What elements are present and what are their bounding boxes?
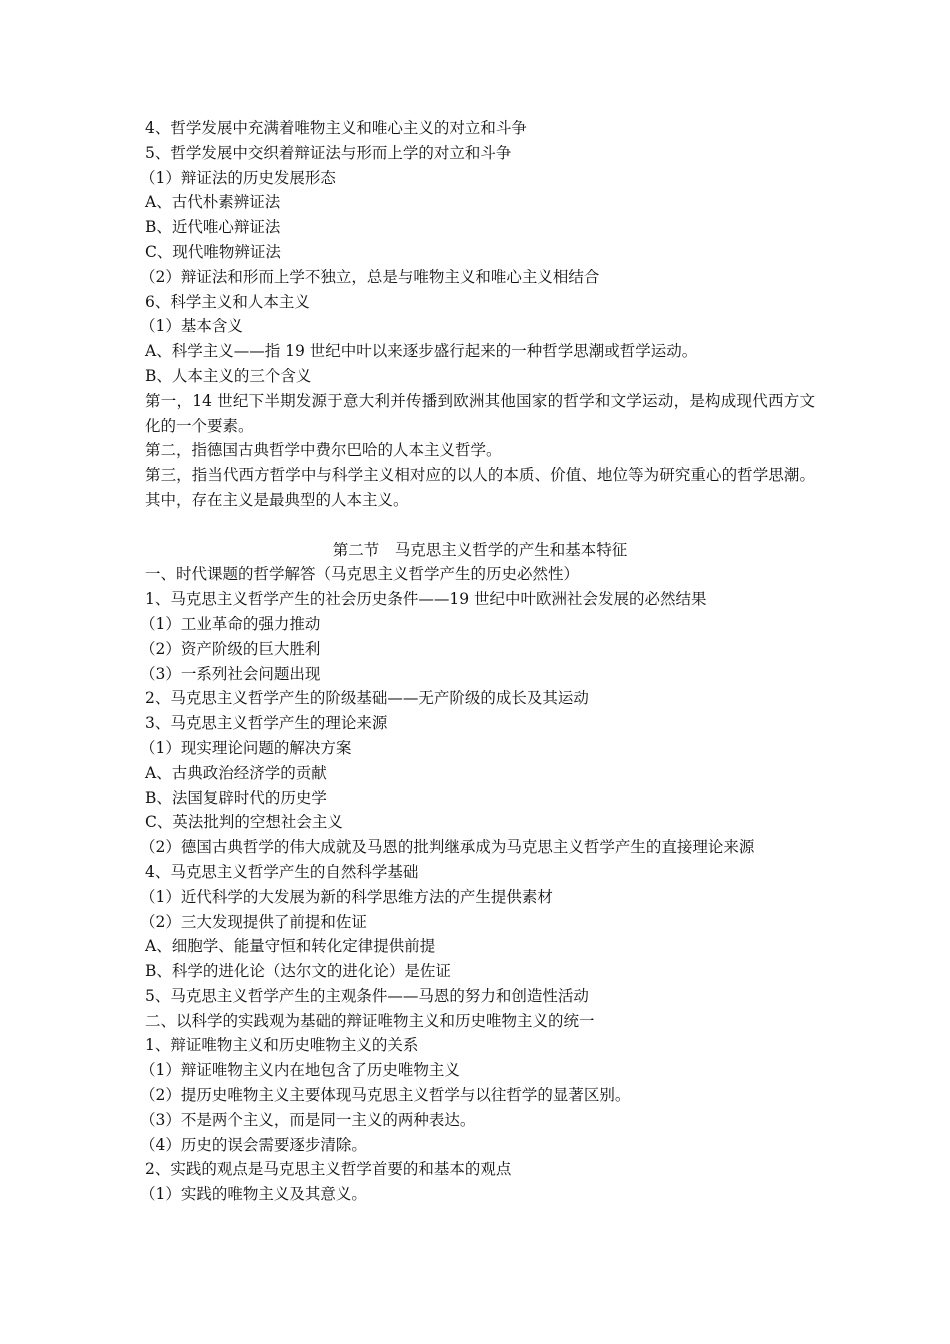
text-line: （3）一系列社会问题出现	[140, 664, 321, 683]
text-line: 6、科学主义和人本主义	[145, 292, 310, 311]
paragraph-second: 第二，指德国古典哲学中费尔巴哈的人本主义哲学。	[145, 441, 502, 460]
text-line: （2）辩证法和形而上学不独立，总是与唯物主义和唯心主义相结合	[140, 267, 600, 286]
document-page	[140, 116, 815, 1207]
text-line: A、古典政治经济学的贡献	[145, 763, 327, 782]
text-line: （1）辩证唯物主义内在地包含了历史唯物主义	[140, 1061, 460, 1080]
text-line: 1、马克思主义哲学产生的社会历史条件——19 世纪中叶欧洲社会发展的必然结果	[145, 590, 707, 609]
text-line: （2）提历史唯物主义主要体现马克思主义哲学与以往哲学的显著区别。	[140, 1086, 631, 1105]
text-line: 2、实践的观点是马克思主义哲学首要的和基本的观点	[145, 1160, 512, 1179]
text-line: 2、马克思主义哲学产生的阶级基础——无产阶级的成长及其运动	[145, 689, 589, 708]
text-line: 4、哲学发展中充满着唯物主义和唯心主义的对立和斗争	[145, 119, 527, 137]
text-line: C、现代唯物辨证法	[145, 242, 281, 261]
text-line: A、细胞学、能量守恒和转化定律提供前提	[145, 937, 436, 956]
text-line: （1）基本含义	[140, 317, 243, 336]
text-line: （1）现实理论问题的解决方案	[140, 738, 352, 757]
text-line: （3）不是两个主义，而是同一主义的两种表达。	[140, 1110, 476, 1129]
text-line: A、古代朴素辨证法	[145, 193, 281, 212]
heading-line: 二、以科学的实践观为基础的辩证唯物主义和历史唯物主义的统一	[145, 1011, 595, 1030]
text-line: B、科学的进化论（达尔文的进化论）是佐证	[145, 962, 451, 981]
text-line: B、法国复辟时代的历史学	[145, 788, 327, 807]
text-line: A、科学主义——指 19 世纪中叶以来逐步盛行起来的一种哲学思潮或哲学运动。	[145, 342, 698, 361]
text-line: （1）近代科学的大发展为新的科学思维方法的产生提供素材	[140, 887, 553, 906]
text-line: 5、哲学发展中交织着辩证法与形而上学的对立和斗争	[145, 143, 512, 162]
text-line: （2）德国古典哲学的伟大成就及马恩的批判继承成为马克思主义哲学产生的直接理论来源	[140, 838, 755, 857]
text-line: C、英法批判的空想社会主义	[145, 813, 343, 832]
section-title: 第二节 马克思主义哲学的产生和基本特征	[332, 540, 628, 559]
text-line: 3、马克思主义哲学产生的理论来源	[145, 714, 388, 733]
text-line: 1、辩证唯物主义和历史唯物主义的关系	[145, 1036, 419, 1055]
text-line: （2）三大发现提供了前提和佐证	[140, 912, 367, 931]
blank-line	[145, 513, 815, 538]
paragraph-first: 第一，14 世纪下半期发源于意大利并传播到欧洲其他国家的哲学和文学运动，是构成现代西方文化的一个要素。	[145, 391, 815, 435]
text-line: B、近代唯心辩证法	[145, 218, 281, 237]
text-line: （2）资产阶级的巨大胜利	[140, 639, 321, 658]
text-line: （1）实践的唯物主义及其意义。	[140, 1185, 367, 1204]
text-line: （1）工业革命的强力推动	[140, 614, 321, 633]
heading-line: 一、时代课题的哲学解答（马克思主义哲学产生的历史必然性）	[145, 565, 580, 584]
text-line: （1）辩证法的历史发展形态	[140, 168, 336, 187]
paragraph-third: 第三，指当代西方哲学中与科学主义相对应的以人的本质、价值、地位等为研究重心的哲学思潮。其中，存在主义是最典型的人本主义。	[145, 466, 815, 509]
text-line: 5、马克思主义哲学产生的主观条件——马恩的努力和创造性活动	[145, 986, 589, 1005]
text-line: （4）历史的误会需要逐步清除。	[140, 1135, 367, 1154]
text-line: B、人本主义的三个含义	[145, 366, 312, 385]
text-line: 4、马克思主义哲学产生的自然科学基础	[145, 862, 419, 881]
